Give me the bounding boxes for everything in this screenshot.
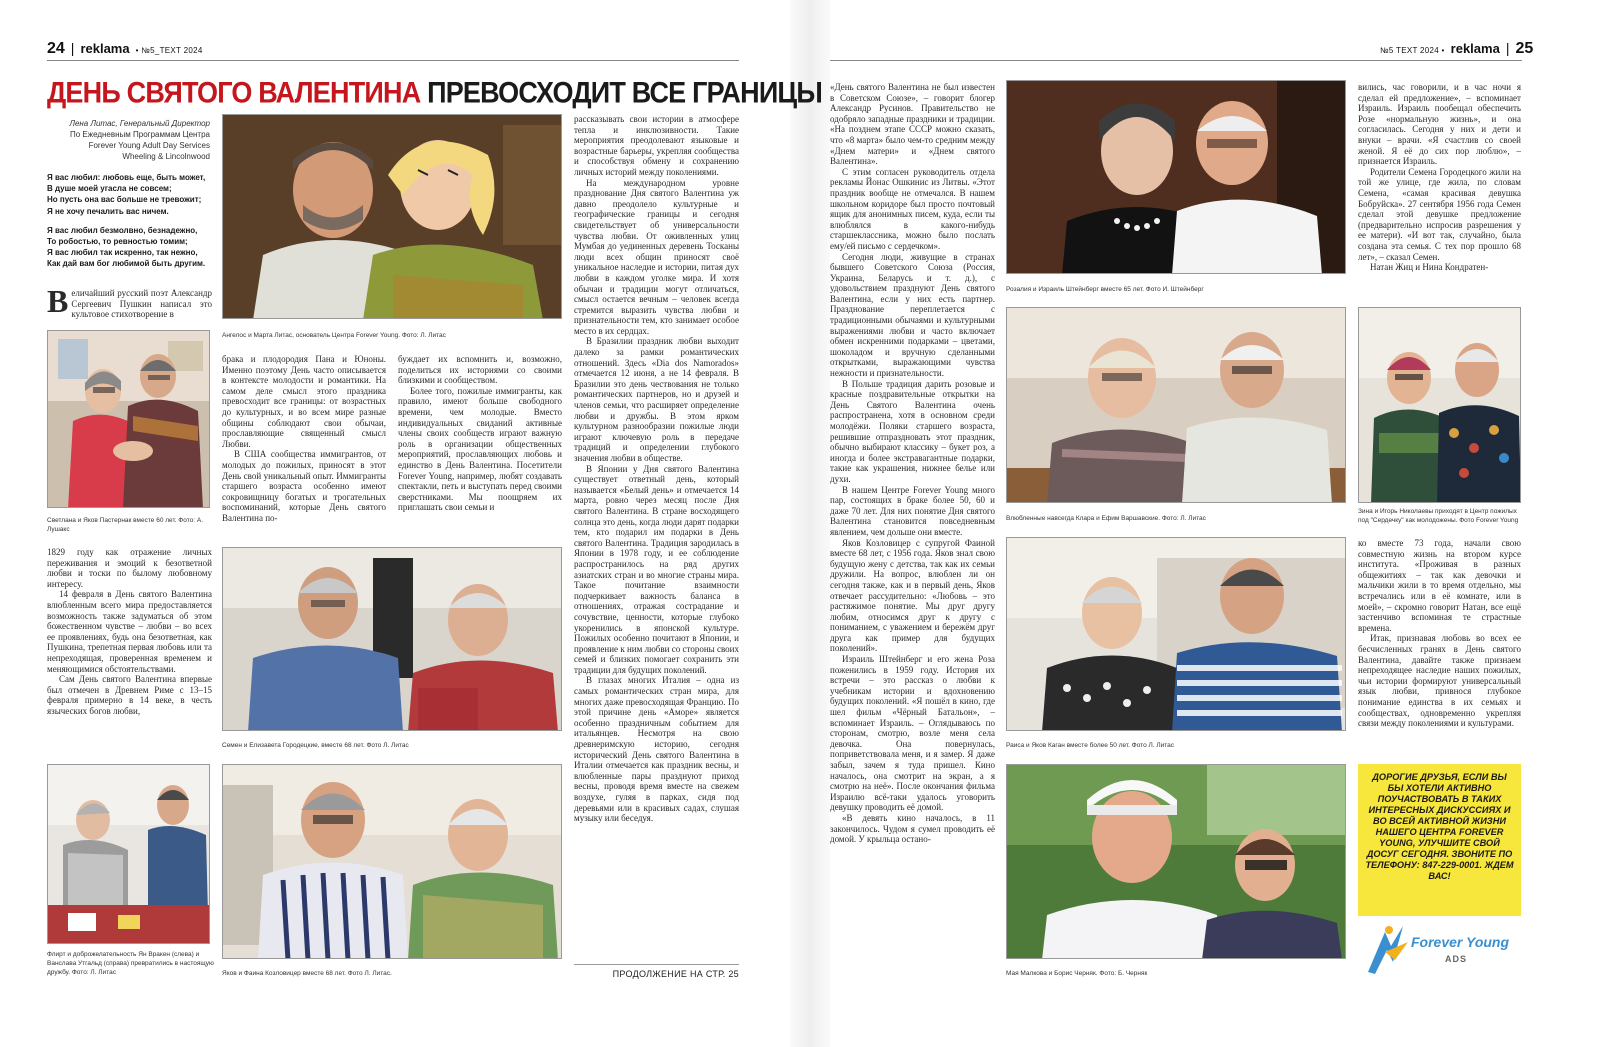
paragraph: брака и плодородия Пана и Юноны. Именно поэтому День часто описывается в контексте молодости и романтики. На самом деле смысл этого праздника превосходит все границы: от возрастных до культурных, и во всем мире разные общины соблюдают свои обычаи, прославляющие священный смысл Любви. <box>222 354 386 449</box>
photo-pasternak-couple <box>47 330 210 508</box>
paragraph: буждает их вспомнить и, возможно, поделиться их историями со своими близкими и сообществом. <box>398 354 562 386</box>
paragraph: «В девять кино началось, в 11 закончилось. Чудом я сумел проводить её домой. У крыльца остано- <box>830 812 995 845</box>
photo-caption: Яков и Фаина Козловицер вместе 68 лет. Фото Л. Литас. <box>222 970 392 977</box>
photo-caption: Флирт и доброжелательность Ян Вракен (слева) и Ванслава Утгальд (справа) превратились в настоящую дружбу. Фото: Л. Литас <box>47 951 214 976</box>
header-separator: | <box>1505 40 1510 56</box>
poem <box>47 172 212 278</box>
poem-line: То робостью, то ревностью томим; <box>47 237 188 247</box>
photo-caption: Зина и Игорь Николаевы приходят в Центр пожилых под "Сердечку" как молодожены. Фото Forever Young <box>1358 508 1519 524</box>
poem-line: Как дай вам бог любимой быть другим. <box>47 259 206 269</box>
issue-label: • №5_TEXT 2024 <box>135 46 203 55</box>
paragraph: Родители Семена Городецкого жили на той же улице, где жила, по словам Семена, «самая красивая девушка Бобруйска». 27 сентября 1956 года Семен сделал этой девушке предложение (предварительно испросив разрешения у ее матери). «И вот так, случайно, была создана эта семья. С тех пор прошло 68 лет», – сказал Семен. <box>1358 166 1521 262</box>
logo-name: Forever Young <box>1411 934 1510 950</box>
drop-cap: В <box>47 288 69 319</box>
photo-friends-table <box>47 764 210 944</box>
poem-line: Но пусть она вас больше не тревожит; <box>47 195 202 205</box>
paragraph: 14 февраля в День святого Валентина влюбленным всего мира предоставляется возможность также задуматься об этом божественном чувстве – любви – во всех ее проявлениях, будь она безответная, как Пушкина, трепетная первая любовь или та непреходящая, проверенная временем и меняющимися обстоятельствами. <box>47 589 212 674</box>
forever-young-logo-icon <box>1363 922 1413 978</box>
paragraph: В Польше традиция дарить розовые и красные поздравительные открытки на День Святого Валентина очень распространена, хотя в основном среди молодёжи. Поляки старшего возраста, решившие отпраздновать этот праздник, обычно выбирают классику – букет роз, а иногда и более экстравагантные подарки, такие как украшения, нижнее белье или духи. <box>830 378 995 484</box>
header-rule <box>830 60 1522 61</box>
left-page-header <box>47 40 203 58</box>
poem-stanza <box>47 172 212 217</box>
logo-sub: ADS <box>1445 954 1468 964</box>
paragraph: Израиль Штейнберг и его жена Роза поженились в 1959 году. История их встречи – это рассказ о любви к учебникам истории и вдохновению будущих поколений. «Я пошёл в кино, где шел фильм «Чёрный Батальон», – вспоминает Израиль. – Оглядываюсь по сторонам, смотрю, возле меня села девочка. Она повернулась, поприветствовала меня, и я замер. Я даже забыл, зачем я туда пришел. Кино началось, она смотрит на экран, а я смотрю на неё». После окончания фильма Израилю всё-таки удалось уговорить девушку проводить её домой. <box>830 654 995 813</box>
ad-text: ДОРОГИЕ ДРУЗЬЯ, ЕСЛИ ВЫ БЫ ХОТЕЛИ АКТИВНО ПОУЧАСТВОВАТЬ В ТАКИХ ИНТЕРЕСНЫХ ДИСКУССИЯХ И ВО ВСЕЙ АКТИВНОЙ ЖИЗНИ НАШЕГО ЦЕНТРА FOREVER YOUNG, УЛУЧШИТЕ СВОЙ ДОСУГ СЕГОДНЯ. ЗВОНИТЕ ПО ТЕЛЕФОНУ: 847-229-0001. ЖДЕМ ВАС! <box>1365 772 1514 881</box>
article-column-3 <box>398 354 562 541</box>
paragraph: С этим согласен руководитель отдела рекламы Йонас Ошкинис из Литвы. «Этот праздник вообще не отмечался. В нашем школьном коридоре был просто почтовый ящик для анонимных писем, куда, если ты влюблялся в какого-нибудь старшеклассника, можно было послать ему/ей письмо с сердечком». <box>830 166 995 251</box>
right-page-header <box>1380 40 1533 58</box>
photo-nikolaev-couple <box>1358 307 1521 503</box>
page-number: 25 <box>1515 40 1534 57</box>
continued-note: ПРОДОЛЖЕНИЕ НА СТР. 25 <box>612 969 739 979</box>
paragraph: рассказывать свои истории в атмосфере тепла и инклюзивности. Такие мероприятия преодолевают языковые и возрастные барьеры, укрепляя сообщества и способствуя обмену и сохранению личных историй между поколениями. <box>574 114 739 177</box>
paragraph: Итак, признавая любовь во всех ее бесчисленных гранях в День святого Валентина, давайте также признаем непреходящее наследие наших пожилых, чьи истории формируют универсальный язык любви, привнося глубокое понимание единства в их семьях и сообществах, одновременно укрепляя связи между поколениями и культурами. <box>1358 633 1521 729</box>
brand-name: reklama <box>80 41 130 56</box>
article-column-6 <box>1358 82 1521 302</box>
byline-author: Лена Литас, Генеральный Директор <box>69 119 210 128</box>
continued-rule <box>574 964 739 965</box>
photo-steinberg-couple <box>1006 80 1346 274</box>
page-number: 24 <box>47 40 65 57</box>
paragraph: «День святого Валентина не был известен в Советском Союзе», – говорит блогер Александр Русинов. Правительство не одобряло западные праздники и традиции. «На позднем этапе СССР можно сказать, что «8 марта» было чем-то средним между «Днем матери» и «Днем святого Валентина». <box>830 82 995 167</box>
header-separator: | <box>70 40 75 56</box>
header-rule <box>47 60 739 61</box>
article-column-5 <box>830 82 995 982</box>
byline-line: По Ежедневным Программам Центра <box>69 130 210 139</box>
photo-varshavsky-couple <box>1006 307 1346 503</box>
paragraph: Яков Козловицер с супругой Фаиной вместе 68 лет, с 1956 года. Яков знал свою будущую жену с детства, так как их семьи дружили. На вопрос, влюблен ли он сегодня также, как и в первый день, Яков отвечает рассудительно: «Любовь – это растяжимое понятие. Мы друг другу любим, относимся друг к другу с пониманием, с уважением и бережём друг друга как пример для будущих поколений». <box>830 537 995 654</box>
paragraph: Натан Жиц и Нина Кондратен- <box>1370 262 1489 273</box>
photo-caption: Мая Малкова и Борис Черняк. Фото: Б. Черняк <box>1006 970 1148 977</box>
byline-line: Wheeling & Lincolnwood <box>122 152 210 161</box>
paragraph: ко вместе 73 года, начали свою совместную жизнь на втором курсе института. «Проживая в разных общежитиях – так как девочки и мальчики жили в то время отдельно, мы встречались или в её комнате, или в моей», – скромно говорит Натан, все ещё застенчиво вспоминая те страстные времена. <box>1358 538 1521 633</box>
article-column-4 <box>574 114 739 956</box>
photo-kagan-couple <box>1006 537 1346 731</box>
poem-line: Я вас любил безмолвно, безнадежно, <box>47 225 198 235</box>
article-column-1 <box>47 547 212 757</box>
byline <box>47 118 210 162</box>
poem-line: Я вас любил: любовь еще, быть может, <box>47 173 206 182</box>
page-gutter <box>790 0 830 1047</box>
photo-chernyak-couple <box>1006 764 1346 959</box>
intro-text: еличайший русский поэт Александр Сергеевич Пушкин написал это культовое стихотворение в <box>71 288 212 320</box>
headline-black-part: ПРЕВОСХОДИТ ВСЕ ГРАНИЦЫ <box>427 76 822 109</box>
byline-line: Forever Young Adult Day Services <box>88 141 210 150</box>
photo-kozlovitser-couple <box>222 764 562 959</box>
article-column-2 <box>222 354 386 541</box>
paragraph: В США сообщества иммигрантов, от молодых до пожилых, приносят в этот День свой уникальный опыт. Иммигранты старшего возраста особенно имеют сокровищницу богатых и трогательных воспоминаний, которые День святого Валентина по- <box>222 449 386 523</box>
photo-gorodetsky-couple <box>222 547 562 731</box>
poem-stanza <box>47 225 212 270</box>
photo-caption: Розалия и Израиль Штейнберг вместе 65 лет. Фото И. Штейнберг <box>1006 286 1204 293</box>
paragraph: В глазах многих Италия – одна из самых романтических стран мира, для многих даже превосходящая Францию. По этой причине день «Аморе» является особенно праздничным событием для итальянцев. Несмотря на свою древнеримскую историю, сегодня исторический День святого Валентина в Италии отмечается как праздник весны, и влюбленные пары празднуют приход весны, проводя время вместе на свежем воздухе, гуляя в парках, сидя под деревьями или в красивых садах, слушая музыку или беседуя. <box>574 675 739 824</box>
paragraph: вились, час говорили, и в час ночи я сделал ей предложение», – вспоминает Израиль. Израиль пообещал обеспечить Розе «нормальную жизнь», и она согласилась. Сегодня у них и дети и внуки – врачи. «Я счастлив со своей женой. Я её до сих пор люблю», – признается Израиль. <box>1358 82 1521 167</box>
paragraph: В нашем Центре Forever Young много пар, состоящих в браке более 50, 60 и даже 70 лет. Для них понятие Дня святого Валентина становится повседневным явлением, чем дольше они вместе. <box>830 484 995 537</box>
article-column-7 <box>1358 538 1521 756</box>
headline-red-part: ДЕНЬ СВЯТОГО ВАЛЕНТИНА <box>47 76 421 109</box>
intro-paragraph <box>47 288 212 322</box>
poem-line: В душе моей угасла не совсем; <box>47 184 172 194</box>
center-advertisement <box>1358 764 1521 916</box>
paragraph: 1829 году как отражение личных переживания и эмоций к безответной любви и тоски по былому любовному интересу. <box>47 547 212 589</box>
paragraph: Более того, пожилые иммигранты, как правило, имеют больше свободного времени, чем молодые. Вместо индивидуальных свиданий активные члены своих сообществ играют важную роль в организации общественных мероприятий, прославляющих любовь и единство в День Валентина. Посетители Forever Young, например, любят создавать спектакли, петь и выступать перед своими сверстниками. Мы поощряем их приглашать свои семьи и <box>398 385 562 513</box>
photo-caption: Семен и Елизавета Городецкие, вместе 68 лет. Фото Л. Литас <box>222 742 409 749</box>
photo-caption: Раиса и Яков Каган вместе более 50 лет. Фото Л. Литас <box>1006 742 1175 749</box>
paragraph: Сам День святого Валентина впервые был отмечен в Древнем Риме с 13–15 февраля примерно в 14 веке, в честь языческих богов любви, <box>47 674 212 716</box>
issue-label: №5 TEXT 2024 • <box>1380 46 1445 55</box>
photo-litas-couple <box>222 114 562 319</box>
paragraph: Сегодня люди, живущие в странах бывшего Советского Союза (Россия, Украина, Беларусь и т. д.), с удовольствием празднуют День святого Валентина, если у них есть партнер. Празднование переплетается с традиционными обычаями и культурными выражениями любви и часто включает обмен искренними подарками – цветами, шоколадом и вручную сделанными открытками, выражающими чувства нежности и признательности. <box>830 251 995 379</box>
paragraph: В Японии у Дня святого Валентина существует ответный день, который называется «Белый день» и отмечается 14 марта, ровно через месяц после Дня святого Валентина. В стране восходящего солнца это день, когда люди дарят подарки тем, кто подарил им подарки в День святого Валентина. Традиция зародилась в Японии в 1978 году, и ее соблюдение распространилось на ряд других азиатских стран и во многие страны мира. Такое почитание взаимности подчеркивает важность баланса в отношениях, отражая сострадание и сочувствие, ценности, которые глубоко укоренились в японской культуре. Пожилых особенно почитают в Японии, и проявление к ним любви со стороны своих семей и близких помогает сохранить эти традиции для будущих поколений. <box>574 463 739 675</box>
poem-line: Я вас любил так искренно, так нежно, <box>47 248 198 258</box>
paragraph: В Бразилии праздник любви выходит далеко за рамки романтических отношений. Здесь «Dia dos Namorados» отмечается 12 июня, а не 14 февраля. В Бразилии это день чествования не только романтических партнеров, но и друзей и членов семьи, что расширяет определение любви и дружбы. В этом ярком культурном разнообразии пожилые люди играют ключевую роль в передаче традиций и определении глубокого значения любви в обществе. <box>574 336 739 463</box>
article-headline <box>47 76 822 116</box>
paragraph: На международном уровне празднование Дня святого Валентина уж давно преодолело культурные и географические границы и сегодня свидетельствует об универсальности чувства любви. От оживленных улиц Мумбая до уединенных деревень Тосканы люди всех общин приносят своё уникальное наследие и истории, питая дух любви в каждом уголке мира. И хотя обычаи и традиции могут отличаться, смысл остается вечным – человек всегда стремится выразить чувства любви и признательности тем, кто занимает особое место в их сердцах. <box>574 177 739 336</box>
forever-young-logo <box>1363 922 1523 978</box>
photo-caption: Ангелос и Марта Литас, основатель Центра Forever Young. Фото: Л. Литас <box>222 332 446 339</box>
photo-caption: Светлана и Яков Пастернак вместе 60 лет. Фото: А. Лушакс <box>47 517 203 533</box>
photo-caption: Влюбленные навсегда Клара и Ефим Варшавские. Фото: Л. Литас <box>1006 515 1206 522</box>
poem-line: Я не хочу печалить вас ничем. <box>47 206 169 216</box>
brand-name: reklama <box>1450 41 1500 56</box>
